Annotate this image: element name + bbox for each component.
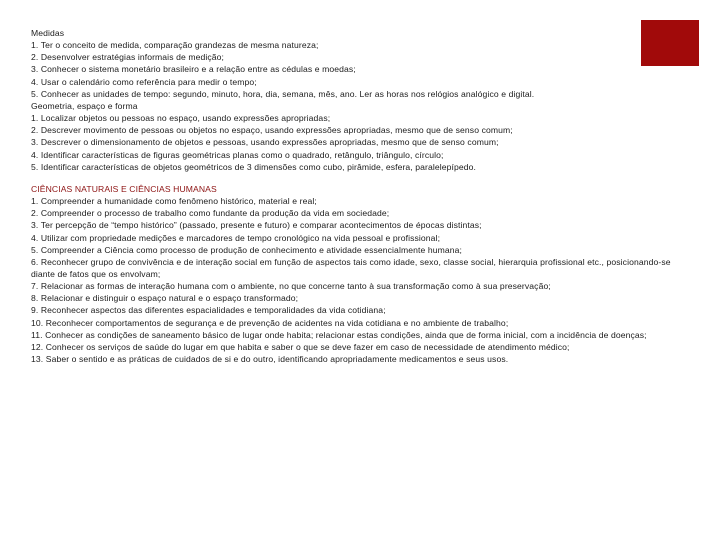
list-item: 2. Desenvolver estratégias informais de medição;	[31, 52, 224, 63]
list-item: 13. Saber o sentido e as práticas de cuidados de si e do outro, identificando apropriadamente medicamentos e seus usos.	[31, 354, 509, 365]
list-item: 8. Relacionar e distinguir o espaço natural e o espaço transformado;	[31, 293, 299, 304]
section-spacer	[31, 173, 696, 183]
list-item: 4. Identificar características de figuras geométricas planas como o quadrado, retângulo, triângulo, círculo;	[31, 149, 444, 160]
list-item: 5. Conhecer as unidades de tempo: segundo, minuto, hora, dia, semana, mês, ano. Ler as horas nos relógios analógico e digital.	[31, 88, 535, 99]
list-item: 4. Utilizar com propriedade medições e marcadores de tempo cronológico na vida pessoal e profissional;	[31, 232, 441, 243]
list-item: 10. Reconhecer comportamentos de segurança e de prevenção de acidentes na vida cotidiana e no ambiente de trabalho;	[31, 317, 509, 328]
list-item: 9. Reconhecer aspectos das diferentes espacialidades e temporalidades da vida cotidiana;	[31, 305, 386, 316]
document-body	[31, 27, 696, 365]
list-item: 1. Compreender a humanidade como fenômeno histórico, material e real;	[31, 196, 317, 207]
list-item: 3. Conhecer o sistema monetário brasileiro e a relação entre as cédulas e moedas;	[31, 64, 356, 75]
list-item: 7. Relacionar as formas de interação humana com o ambiente, no que concerne tanto à sua transformação como à sua preservação;	[31, 281, 551, 292]
list-item: 5. Compreender a Ciência como processo de produção de conhecimento e atividade essencialmente humana;	[31, 244, 462, 255]
list-item: 11. Conhecer as condições de saneamento básico de lugar onde habita; relacionar estas condições, ainda que de forma inicial, com a incidência de doenças;	[31, 329, 647, 340]
list-item: 5. Identificar características de objetos geométricos de 3 dimensões como cubo, pirâmide, esfera, paralelepípedo.	[31, 161, 477, 172]
section-heading-geometria: Geometria, espaço e forma	[31, 100, 138, 111]
list-item: 12. Conhecer os serviços de saúde do lugar em que habita e saber o que se deve fazer em caso de necessidade de atendimento médico;	[31, 341, 570, 352]
section-heading-medidas: Medidas	[31, 28, 65, 38]
list-item: 3. Descrever o dimensionamento de objetos e pessoas, usando expressões apropriadas, mesmo que de senso comum;	[31, 137, 499, 148]
list-item: 1. Ter o conceito de medida, comparação grandezas de mesma natureza;	[31, 40, 319, 51]
section-heading-ciencias: CIÊNCIAS NATURAIS E CIÊNCIAS HUMANAS	[31, 183, 217, 194]
list-item: 4. Usar o calendário como referência para medir o tempo;	[31, 76, 257, 87]
list-item: 2. Descrever movimento de pessoas ou objetos no espaço, usando expressões apropriadas, mesmo que de senso comum;	[31, 125, 513, 136]
list-item: 2. Compreender o processo de trabalho como fundante da produção da vida em sociedade;	[31, 208, 390, 219]
list-item: 3. Ter percepção de “tempo histórico” (passado, presente e futuro) e comparar acontecimentos de épocas distintas;	[31, 220, 482, 231]
list-item: 6. Reconhecer grupo de convivência e de interação social em função de aspectos tais como idade, sexo, classe social, hierarquia profissional etc., posicionando-se diante de fatos que os envolvam;	[31, 256, 671, 279]
list-item: 1. Localizar objetos ou pessoas no espaço, usando expressões apropriadas;	[31, 113, 331, 124]
